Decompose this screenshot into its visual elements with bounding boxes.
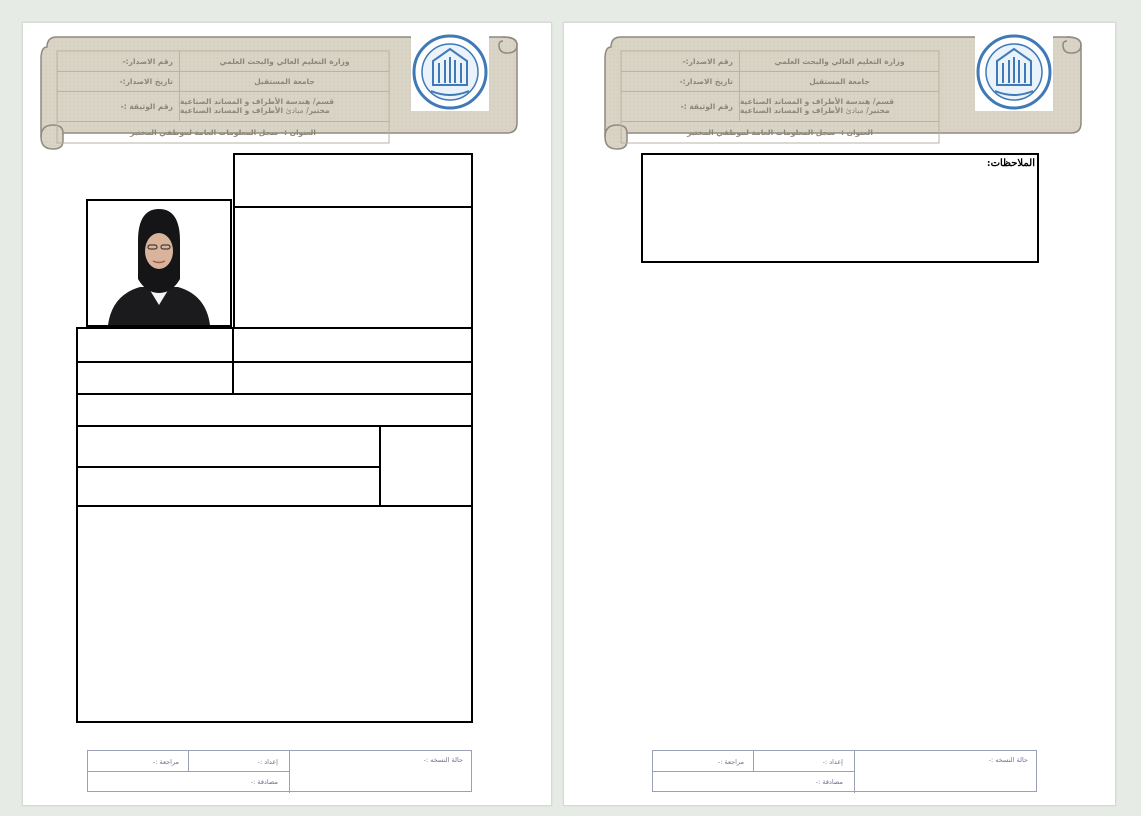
document-number-label-2: رقم الوثيقة :- [680,101,733,111]
document-number-cell [57,91,179,121]
copy-status-label-2: حالة النسخه :- [988,756,1028,764]
department-cell-2 [739,91,939,121]
lab-prefix-2: مبادئ [845,106,864,115]
ministry-cell-2 [739,51,939,71]
reviewed-label: مراجعة :- [152,758,179,766]
document-footer-2 [652,750,1037,792]
title-line-text-2: العنوان :- سجل المعلومات العامة لموظفي المختبر [687,127,873,137]
lab-value-2: الأطراف و المساند الصناعية [740,106,844,115]
issue-number-cell-2 [621,51,739,71]
issue-date-label-2: تاريخ الاصدار:- [679,76,733,86]
notes-label: الملاحظات: [986,158,1035,169]
appointment-row-box [76,393,473,427]
department-value: هندسة الأطراف و المساند الصناعية [180,97,311,106]
issue-number-label-2: رقم الاصدار:- [682,56,733,66]
university-logo-icon-2 [975,33,1053,111]
university-cell-2 [739,71,939,91]
lab-label-2: مختبر/ [866,106,890,115]
issue-number-cell [57,51,179,71]
university-cell [179,71,389,91]
reviewed-label-2: مراجعة :- [717,758,744,766]
department-value-2: هندسة الأطراف و المساند الصناعية [740,97,871,106]
lab-label: مختبر/ [306,106,330,115]
issue-date-cell-2 [621,71,739,91]
university-text-2: جامعة المستقبل [809,76,870,86]
job-title-box [233,206,473,329]
approved-label: مصادقة :- [250,778,278,786]
qualification-row-box [76,327,473,363]
ministry-cell [179,51,389,71]
document-number-cell-2 [621,91,739,121]
title-line-cell [57,121,389,143]
university-text: جامعة المستقبل [254,76,315,86]
document-footer [87,750,472,792]
ministry-text: وزارة التعليم العالي والبحث العلمي [219,56,350,66]
issue-date-label: تاريخ الاصدار:- [119,76,173,86]
title-line-text: العنوان :- سجل المعلومات العامة لموظفي المختبر [130,127,316,137]
prepared-label-2: إعداد :- [822,758,843,766]
department-label-2: قسم/ [872,97,894,106]
specialty-row-box [76,361,473,395]
department-cell [179,91,389,121]
lab-prefix: مبادئ [285,106,304,115]
document-header-2 [597,33,1087,151]
department-label: قسم/ [312,97,334,106]
title-line-cell-2 [621,121,939,143]
photo-frame [86,199,232,327]
approved-label-2: مصادقة :- [815,778,843,786]
prepared-label: إعداد :- [257,758,278,766]
page-left [22,22,552,806]
name-box [233,153,473,208]
document-number-label: رقم الوثيقة :- [120,101,173,111]
courses-box [76,505,473,723]
ministry-text-2: وزارة التعليم العالي والبحث العلمي [774,56,905,66]
employee-photo-icon [88,201,230,325]
header-grid-2 [621,51,939,143]
copy-status-label: حالة النسخه :- [423,756,463,764]
issue-number-label: رقم الاصدار:- [122,56,173,66]
university-logo-icon [411,33,489,111]
lab-value: الأطراف و المساند الصناعية [180,106,284,115]
issue-date-cell [57,71,179,91]
document-header [33,33,523,151]
header-grid [57,51,389,143]
page-right [563,22,1116,806]
